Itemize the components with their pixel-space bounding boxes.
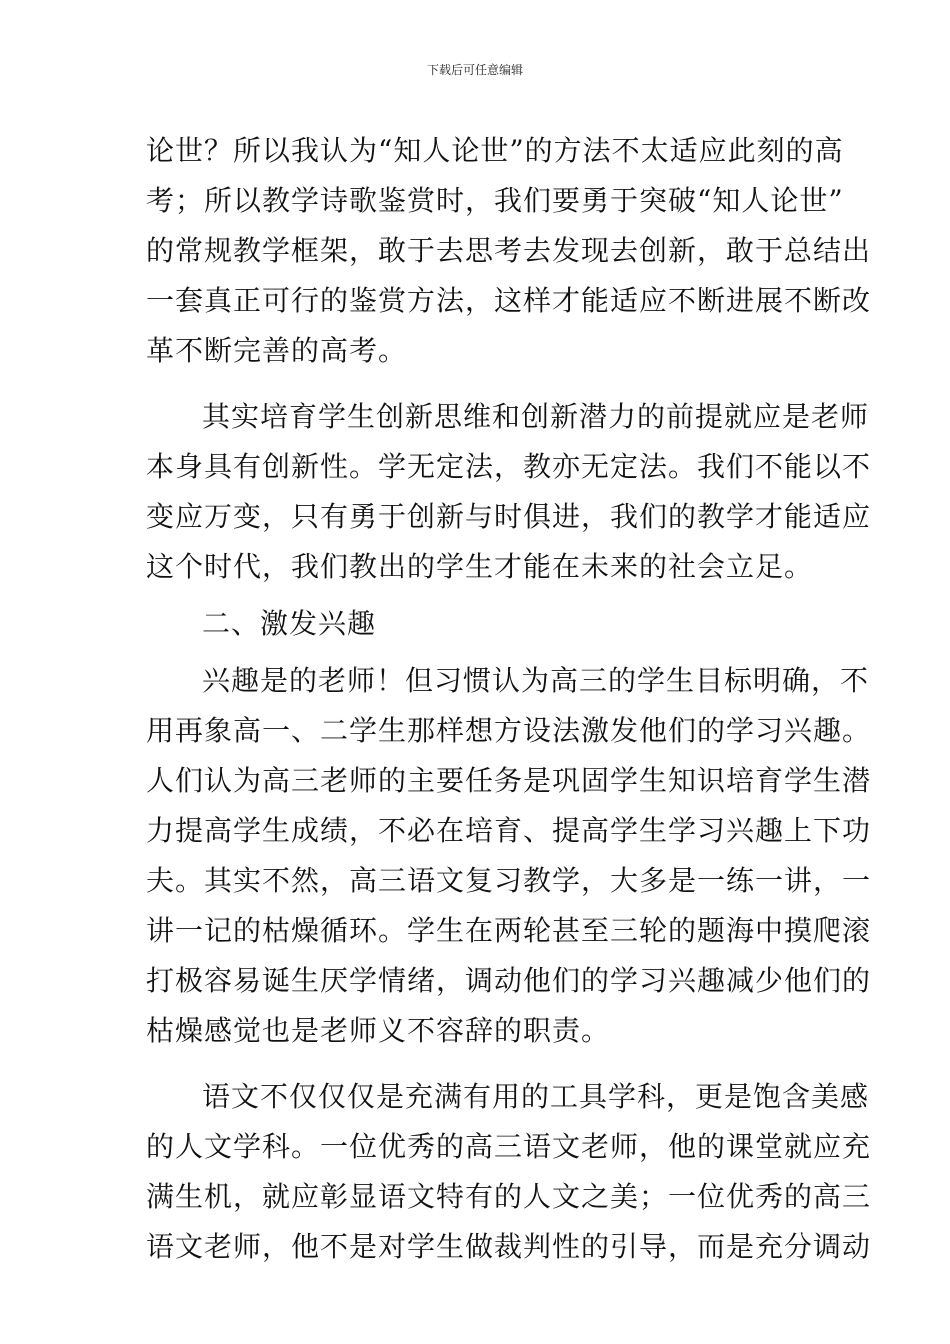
text-line: 的常规教学框架，敢于去思考去发现去创新，敢于总结出 xyxy=(146,234,872,267)
text-line: 一套真正可行的鉴赏方法，这样才能适应不断进展不断改 xyxy=(146,284,872,317)
paragraph-first-line: 其实培育学生创新思维和创新潜力的前提就应是老师 xyxy=(202,400,870,433)
page-header: 下载后可任意编辑 xyxy=(426,63,523,77)
text-line: 讲一记的枯燥循环。学生在两轮甚至三轮的题海中摸爬滚 xyxy=(146,914,872,947)
text-line: 的人文学科。一位优秀的高三语文老师，他的课堂就应充 xyxy=(146,1130,872,1163)
text-line: 论世？所以我认为“知人论世”的方法不太适应此刻的高 xyxy=(146,134,844,167)
text-line: 力提高学生成绩，不必在培育、提高学生学习兴趣上下功 xyxy=(146,814,872,847)
text-line: 本身具有创新性。学无定法，教亦无定法。我们不能以不 xyxy=(146,450,872,483)
text-line: 人们认为高三老师的主要任务是巩固学生知识培育学生潜 xyxy=(146,764,872,797)
text-line: 枯燥感觉也是老师义不容辞的职责。 xyxy=(146,1014,611,1047)
text-line: 变应万变，只有勇于创新与时俱进，我们的教学才能适应 xyxy=(146,500,872,533)
section-heading: 二、激发兴趣 xyxy=(202,607,377,640)
text-line: 这个时代，我们教出的学生才能在未来的社会立足。 xyxy=(146,550,814,583)
text-line: 考；所以教学诗歌鉴赏时，我们要勇于突破“知人论世” xyxy=(146,184,844,217)
text-line: 语文老师，他不是对学生做裁判性的引导，而是充分调动 xyxy=(146,1230,872,1263)
paragraph-first-line: 语文不仅仅仅是充满有用的工具学科，更是饱含美感 xyxy=(202,1080,870,1113)
text-line: 打极容易诞生厌学情绪，调动他们的学习兴趣减少他们的 xyxy=(146,964,872,997)
text-line: 夫。其实不然，高三语文复习教学，大多是一练一讲，一 xyxy=(146,864,872,897)
text-line: 用再象高一、二学生那样想方设法激发他们的学习兴趣。 xyxy=(146,714,872,747)
text-line: 革不断完善的高考。 xyxy=(146,334,408,367)
text-line: 满生机，就应彰显语文特有的人文之美；一位优秀的高三 xyxy=(146,1180,872,1213)
paragraph-first-line: 兴趣是的老师！但习惯认为高三的学生目标明确，不 xyxy=(202,664,870,697)
body-text xyxy=(146,126,872,1272)
